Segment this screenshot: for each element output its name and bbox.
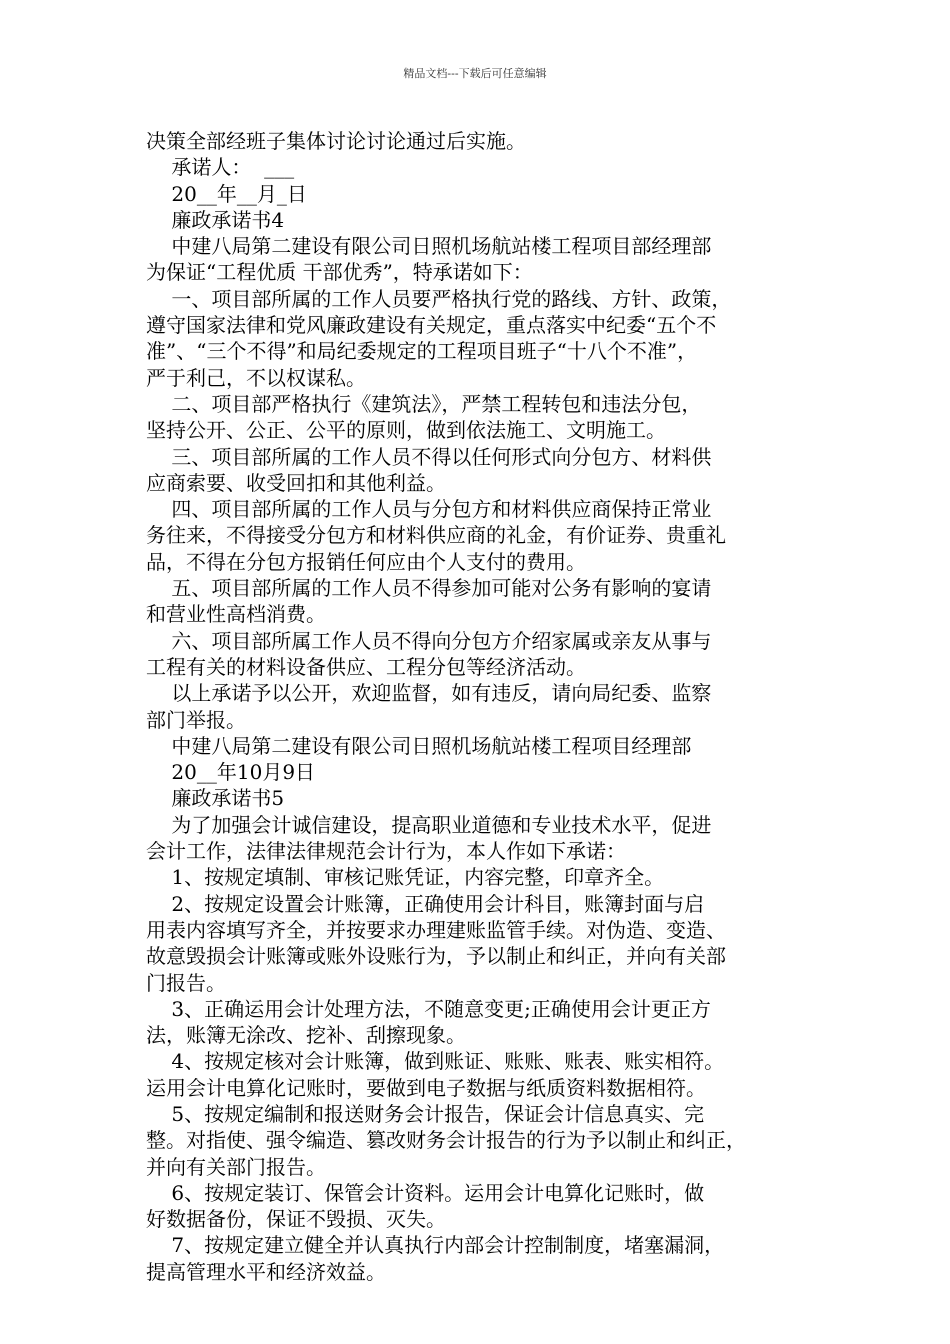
text-line: 4、按规定核对会计账簿，做到账证、账账、账表、账实相符。	[146, 1049, 725, 1074]
text-line: 20__年__月_日	[146, 181, 307, 206]
text-line: 7、按规定建立健全并认真执行内部会计控制制度，堵塞漏洞，	[146, 1233, 725, 1258]
text-line: 5、按规定编制和报送财务会计报告，保证会计信息真实、完	[146, 1101, 705, 1126]
text-line: 3、正确运用会计处理方法，不随意变更;正确使用会计更正方	[146, 996, 711, 1021]
text-line: 应商索要、收受回扣和其他利益。	[146, 470, 446, 495]
text-line: 以上承诺予以公开，欢迎监督，如有违反，请向局纪委、监察	[146, 681, 712, 706]
text-line: 并向有关部门报告。	[146, 1154, 326, 1179]
text-line: 和营业性高档消费。	[146, 602, 326, 627]
text-line: 整。对指使、强令编造、篡改财务会计报告的行为予以制止和纠正，	[146, 1128, 746, 1153]
text-line: 会计工作，法律法律规范会计行为，本人作如下承诺：	[146, 839, 626, 864]
text-line: 故意毁损会计账簿或账外设账行为，予以制止和纠正，并向有关部	[146, 944, 726, 969]
text-line: 中建八局第二建设有限公司日照机场航站楼工程项目部经理部	[146, 234, 712, 259]
text-line: 二、项目部严格执行《建筑法》，严禁工程转包和违法分包，	[146, 391, 702, 416]
text-line: 为保证“工程优质 干部优秀”，特承诺如下：	[146, 260, 533, 285]
text-line: 工程有关的材料设备供应、工程分包等经济活动。	[146, 654, 586, 679]
text-line: 务往来，不得接受分包方和材料供应商的礼金，有价证券、贵重礼	[146, 523, 726, 548]
text-line: 决策全部经班子集体讨论讨论通过后实施。	[146, 129, 526, 153]
text-line: 四、项目部所属的工作人员与分包方和材料供应商保持正常业	[146, 497, 712, 522]
text-line: 门报告。	[146, 970, 226, 995]
text-line: 廉政承诺书4	[146, 207, 285, 232]
text-line: 中建八局第二建设有限公司日照机场航站楼工程项目经理部	[146, 733, 692, 758]
text-line: 五、项目部所属的工作人员不得参加可能对公务有影响的宴请	[146, 576, 712, 601]
text-line: 廉政承诺书5	[146, 786, 285, 811]
text-line: 1、按规定填制、审核记账凭证，内容完整，印章齐全。	[146, 865, 665, 890]
text-line: 6、按规定装订、保管会计资料。运用会计电算化记账时，做	[146, 1180, 705, 1205]
text-line: 严于利己，不以权谋私。	[146, 365, 366, 390]
text-line: 好数据备份，保证不毁损、灭失。	[146, 1207, 446, 1232]
text-line: 六、项目部所属工作人员不得向分包方介绍家属或亲友从事与	[146, 628, 712, 653]
text-line: 坚持公开、公正、公平的原则，做到依法施工、文明施工。	[146, 418, 666, 443]
text-line: 遵守国家法律和党风廉政建设有关规定，重点落实中纪委“五个不	[146, 313, 717, 338]
text-line: 2、按规定设置会计账簿，正确使用会计科目，账簿封面与启	[146, 891, 705, 916]
text-line: 品，不得在分包方报销任何应由个人支付的费用。	[146, 549, 586, 574]
text-line: 法，账簿无涂改、挖补、刮擦现象。	[146, 1023, 466, 1048]
text-line: 20__年10月9日	[146, 760, 316, 785]
text-line: 三、项目部所属的工作人员不得以任何形式向分包方、材料供	[146, 444, 712, 469]
page-header: 精品文档---下载后可任意编辑	[403, 67, 547, 80]
text-line: 为了加强会计诚信建设，提高职业道德和专业技术水平，促进	[146, 812, 712, 837]
text-line: 一、项目部所属的工作人员要严格执行党的路线、方针、政策，	[146, 286, 732, 311]
text-line: 部门举报。	[146, 707, 246, 732]
text-line: 准”、“三个不得”和局纪委规定的工程项目班子“十八个不准”，	[146, 339, 698, 364]
text-line: 运用会计电算化记账时，要做到电子数据与纸质资料数据相符。	[146, 1075, 706, 1100]
text-line: 用表内容填写齐全，并按要求办理建账监管手续。对伪造、变造、	[146, 917, 726, 942]
text-line: 承诺人： ___	[146, 155, 295, 180]
document-body	[146, 128, 826, 1285]
text-line: 提高管理水平和经济效益。	[146, 1259, 386, 1284]
